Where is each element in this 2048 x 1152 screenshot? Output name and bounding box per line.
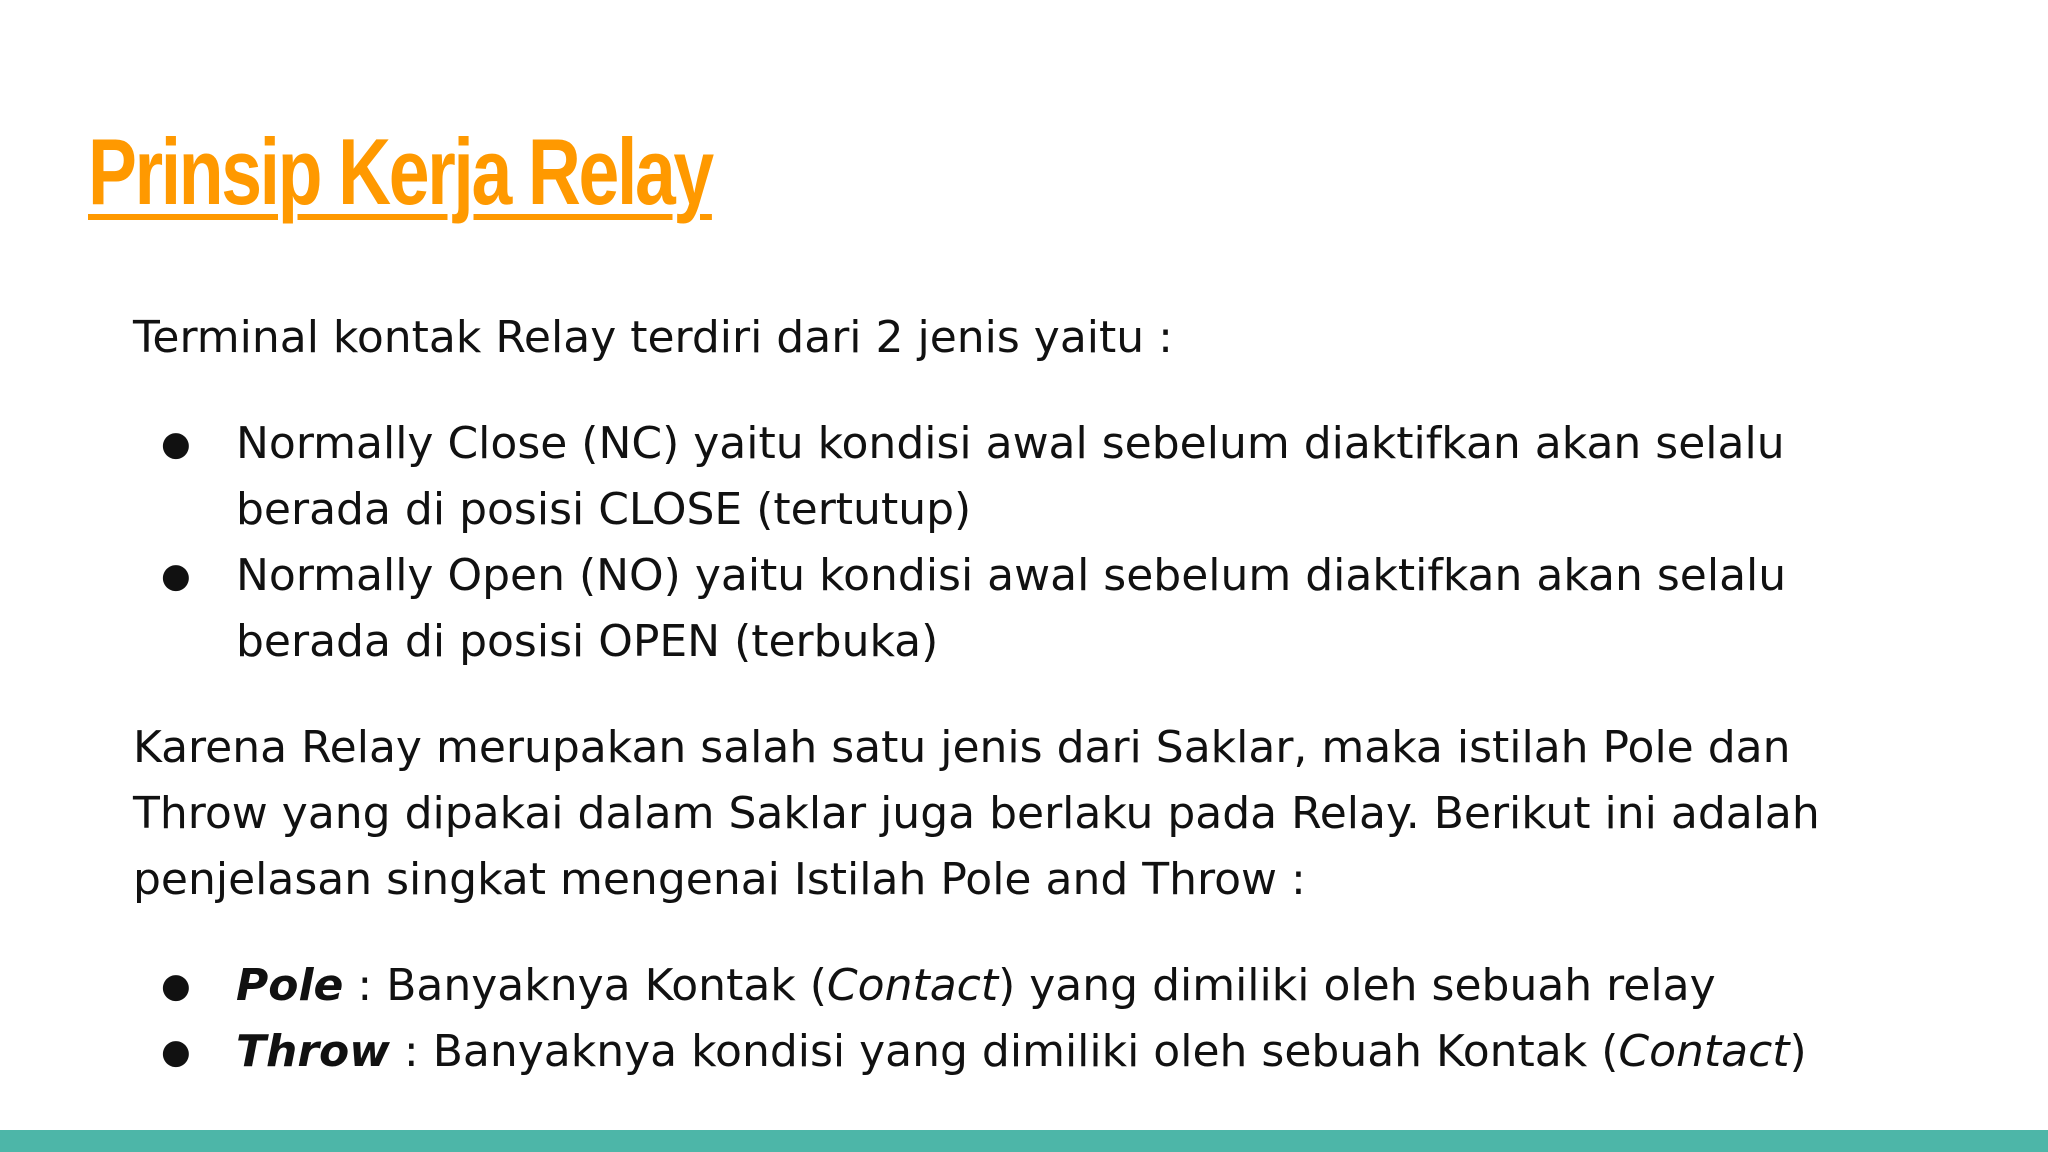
list-item bbox=[133, 953, 1913, 1019]
bullet-icon: ● bbox=[161, 966, 191, 1006]
list-item-text: Normally Close (NC) yaitu kondisi awal sebelum diaktifkan akan selalu berada di posisi CLOSE (tertutup) bbox=[236, 418, 1785, 535]
definition-term: Throw bbox=[236, 1026, 390, 1077]
bullet-icon: ● bbox=[161, 424, 191, 464]
list-item bbox=[133, 411, 1913, 543]
explanation-paragraph: Karena Relay merupakan salah satu jenis dari Saklar, maka istilah Pole dan Throw yang dipakai dalam Saklar juga berlaku pada Relay. Berikut ini adalah penjelasan singkat mengenai Istilah Pole and Throw : bbox=[133, 722, 1820, 905]
definition-text: : Banyaknya Kontak ( bbox=[343, 960, 827, 1011]
intro-text: Terminal kontak Relay terdiri dari 2 jenis yaitu : bbox=[133, 312, 1173, 363]
definition-italic: Contact bbox=[826, 960, 999, 1011]
bullet-icon: ● bbox=[161, 556, 191, 596]
definition-text: : Banyaknya kondisi yang dimiliki oleh sebuah Kontak ( bbox=[389, 1026, 1619, 1077]
footer-bar bbox=[0, 1130, 2048, 1152]
list-item bbox=[133, 543, 1913, 675]
definition-text: ) yang dimiliki oleh sebuah relay bbox=[998, 960, 1716, 1011]
definition-italic: Contact bbox=[1618, 1026, 1790, 1077]
slide-body bbox=[133, 305, 1913, 1085]
definition-text: ) bbox=[1789, 1026, 1807, 1077]
list-item-text: Normally Open (NO) yaitu kondisi awal sebelum diaktifkan akan selalu berada di posisi OPEN (terbuka) bbox=[236, 550, 1787, 667]
definition-term: Pole bbox=[236, 960, 344, 1011]
list-item bbox=[133, 1019, 1913, 1085]
contact-types-list bbox=[133, 411, 1913, 675]
definitions-list bbox=[133, 953, 1913, 1085]
bullet-icon: ● bbox=[161, 1032, 191, 1072]
slide-title: Prinsip Kerja Relay bbox=[88, 119, 712, 224]
